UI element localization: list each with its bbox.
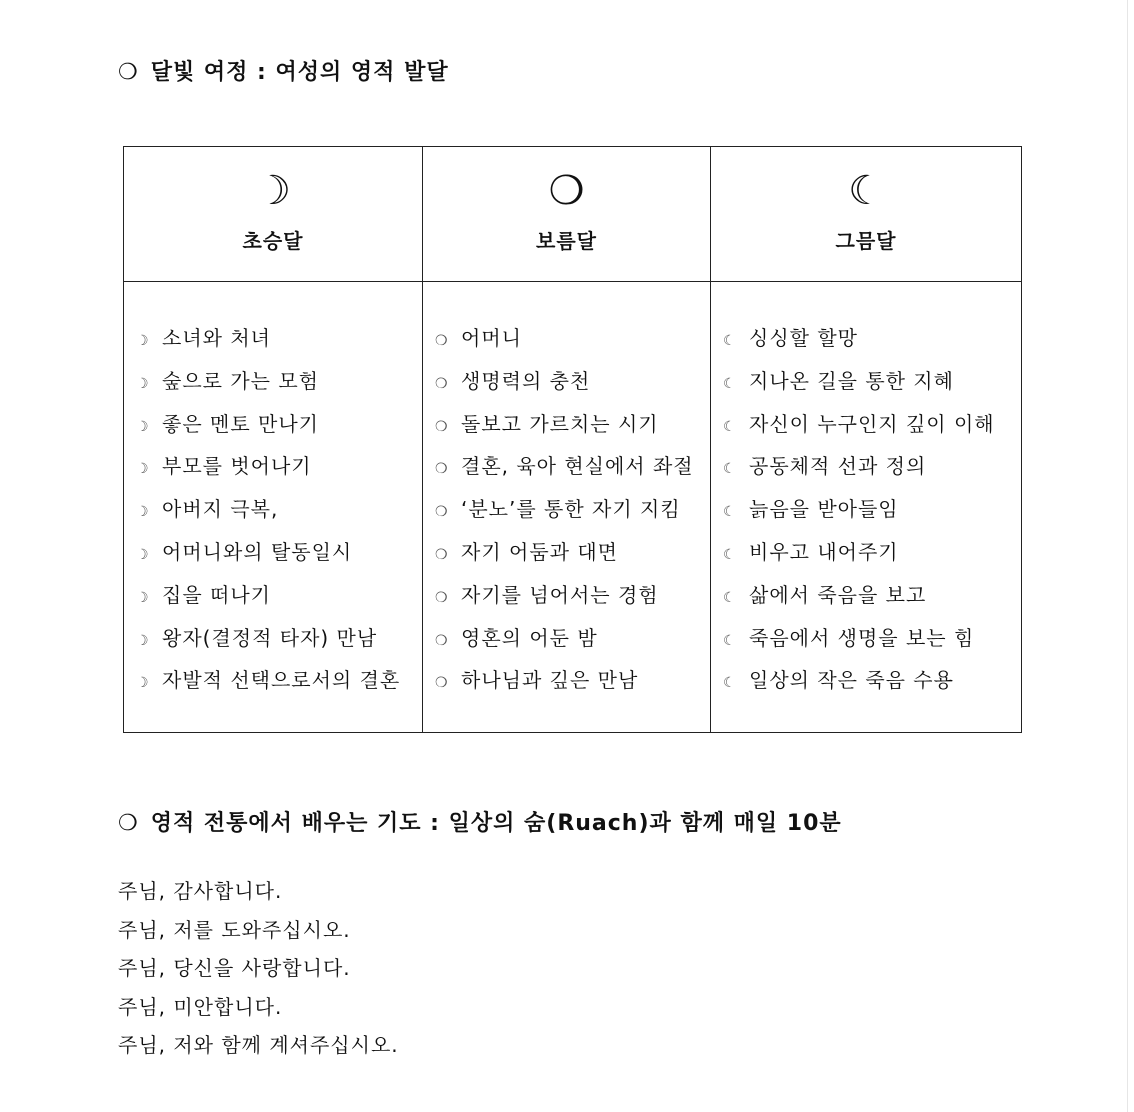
waning-moon-icon: ☾	[723, 589, 737, 606]
list-item-text: 일상의 작은 죽음 수용	[749, 668, 954, 693]
crescent-moon-icon: ☽	[255, 168, 291, 214]
full-moon-icon: ❍	[435, 675, 449, 692]
list-item-text: 자기를 넘어서는 경험	[461, 582, 659, 607]
list-item	[723, 579, 1021, 622]
crescent-moon-icon: ☽	[136, 418, 150, 435]
full-moon-icon: ❍	[435, 461, 449, 478]
crescent-moon-icon: ☽	[136, 375, 150, 392]
list-item	[723, 450, 1021, 493]
waning-moon-icon: ☾	[723, 675, 737, 692]
waning-moon-icon: ☾	[723, 375, 737, 392]
prayer-line: 주님, 감사합니다.	[118, 879, 283, 903]
phase-items-full	[423, 282, 711, 733]
list-item-text: ‘분노’를 통한 자기 지킴	[461, 497, 681, 522]
list-item-text: 부모를 벗어나기	[162, 454, 312, 479]
section-heading-prayer	[118, 806, 842, 837]
prayer-line: 주님, 저와 함께 계셔주십시오.	[118, 1033, 399, 1057]
full-moon-icon: ❍	[435, 546, 449, 563]
list-item-text: 소녀와 처녀	[162, 326, 271, 350]
waning-moon-icon: ☾	[723, 418, 737, 435]
list-item-text: 삶에서 죽음을 보고	[749, 582, 927, 607]
list-item	[136, 536, 422, 579]
prayer-line: 주님, 당신을 사랑합니다.	[118, 956, 351, 980]
waning-moon-icon: ☾	[723, 461, 737, 478]
list-item	[136, 322, 422, 365]
list-item	[136, 664, 422, 707]
list-item-text: 집을 떠나기	[162, 582, 271, 607]
list-item-text: 비우고 내어주기	[749, 539, 899, 564]
list-item-text: 좋은 멘토 만나기	[162, 411, 319, 436]
list-item-text: 생명력의 충천	[461, 368, 591, 393]
full-moon-icon: ❍	[435, 504, 449, 521]
list-item-text: 싱싱할 할망	[749, 326, 858, 350]
list-item	[435, 579, 710, 622]
waning-moon-icon: ☾	[723, 546, 737, 563]
waning-moon-icon: ☾	[848, 168, 884, 214]
list-item-text: 자기 어둠과 대면	[461, 539, 618, 564]
list-item-text: 지나온 길을 통한 지혜	[749, 368, 954, 393]
list-item-text: 죽음에서 생명을 보는 힘	[749, 625, 975, 650]
phase-name: 보름달	[536, 229, 597, 253]
waning-moon-icon: ☾	[723, 632, 737, 649]
list-item-text: 영혼의 어둔 밤	[461, 625, 598, 650]
list-item	[136, 365, 422, 408]
phase-item-list	[423, 282, 710, 707]
full-moon-icon: ❍	[435, 375, 449, 392]
crescent-moon-icon: ☽	[136, 675, 150, 692]
list-item	[435, 450, 710, 493]
list-item-text: 왕자(결정적 타자) 만남	[162, 625, 378, 650]
full-moon-icon: ❍	[435, 333, 449, 349]
waning-moon-icon: ☾	[723, 333, 737, 349]
section-title: 영적 전통에서 배우는 기도 : 일상의 숨(Ruach)과 함께 매일 10분	[150, 811, 842, 836]
prayer-line: 주님, 저를 도와주십시오.	[118, 917, 351, 942]
phase-header-full	[423, 147, 711, 282]
lunar-phase-table	[123, 146, 1022, 733]
phase-items-waning	[711, 282, 1022, 733]
section-title: 달빛 여정 : 여성의 영적 발달	[150, 60, 449, 85]
phase-item-list	[711, 282, 1021, 707]
phase-header-crescent	[124, 147, 423, 282]
phase-items-crescent	[124, 282, 423, 733]
page-edge-divider	[1127, 0, 1128, 1112]
full-moon-icon: ❍	[435, 632, 449, 649]
phase-body-row	[124, 282, 1022, 733]
list-item	[136, 408, 422, 451]
list-item	[435, 365, 710, 408]
list-item	[435, 493, 710, 536]
section-heading-lunar-journey	[118, 55, 449, 86]
phase-header-waning	[711, 147, 1022, 282]
list-item-text: 어머니와의 탈동일시	[162, 539, 353, 564]
phase-name: 초승달	[242, 229, 304, 253]
phase-name: 그믐달	[835, 229, 897, 253]
list-item-text: 하나님과 깊은 만남	[461, 668, 639, 693]
list-item	[723, 365, 1021, 408]
list-item	[435, 536, 710, 579]
list-item	[723, 322, 1021, 365]
crescent-moon-icon: ☽	[136, 589, 150, 606]
crescent-moon-icon: ☽	[136, 632, 150, 649]
crescent-moon-icon: ☽	[136, 461, 150, 478]
list-item	[136, 622, 422, 665]
list-item	[723, 664, 1021, 707]
list-item	[435, 622, 710, 665]
crescent-moon-icon: ☽	[136, 546, 150, 563]
list-item	[723, 408, 1021, 451]
list-item-text: 자신이 누구인지 깊이 이해	[749, 411, 995, 436]
list-item	[435, 664, 710, 707]
full-moon-icon: ❍	[435, 589, 449, 606]
list-item-text: 돌보고 가르치는 시기	[461, 411, 659, 436]
full-moon-icon: ❍	[548, 168, 585, 214]
list-item-text: 결혼, 육아 현실에서 좌절	[461, 454, 694, 479]
list-item-text: 자발적 선택으로서의 결혼	[162, 668, 401, 693]
circle-bullet-icon: ❍	[118, 811, 139, 836]
list-item-text: 아버지 극복,	[162, 497, 279, 522]
prayer-line: 주님, 미안합니다.	[118, 994, 283, 1019]
list-item-text: 어머니	[461, 326, 522, 350]
prayer-lines	[118, 872, 399, 1065]
phase-header-row	[124, 147, 1022, 282]
crescent-moon-icon: ☽	[136, 333, 150, 349]
phase-item-list	[124, 282, 422, 707]
list-item	[435, 408, 710, 451]
list-item	[723, 536, 1021, 579]
full-moon-icon: ❍	[435, 418, 449, 435]
list-item	[723, 622, 1021, 665]
waning-moon-icon: ☾	[723, 504, 737, 521]
list-item-text: 공동체적 선과 정의	[749, 454, 927, 479]
circle-bullet-icon: ❍	[118, 60, 139, 85]
list-item	[136, 493, 422, 536]
list-item	[136, 579, 422, 622]
list-item-text: 숲으로 가는 모험	[162, 368, 319, 393]
crescent-moon-icon: ☽	[136, 504, 150, 521]
list-item-text: 늙음을 받아들임	[749, 497, 899, 522]
list-item	[723, 493, 1021, 536]
list-item	[435, 322, 710, 365]
list-item	[136, 450, 422, 493]
